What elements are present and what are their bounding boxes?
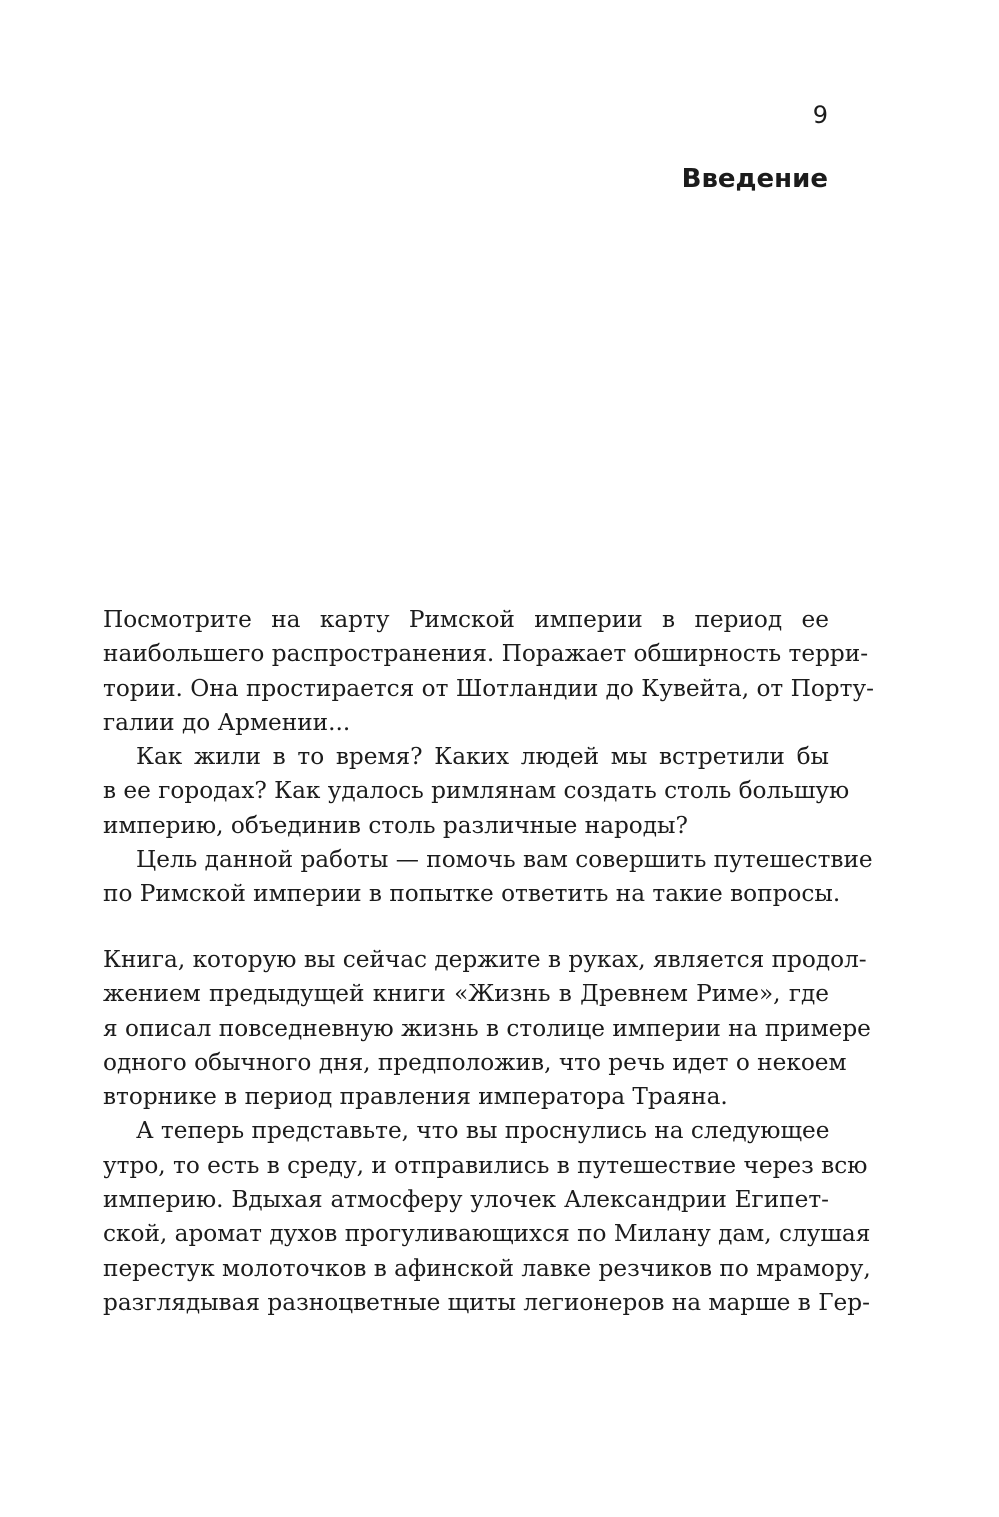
text-line: вторнике в период правления императора Траяна.: [103, 1083, 728, 1111]
text-line: империю, объединив столь различные народы?: [103, 811, 688, 839]
text-line: Посмотрите на карту Римской империи в период ее: [103, 606, 829, 633]
text-line: разглядывая разноцветные щиты легионеров на марше в Гер-: [103, 1288, 870, 1316]
text-line: одного обычного дня, предположив, что речь идет о некоем: [103, 1048, 847, 1076]
text-line: утро, то есть в среду, и отправились в путешествие через всю: [103, 1151, 868, 1179]
chapter-title: Введение: [681, 164, 828, 194]
paragraph: [103, 603, 874, 740]
paragraph: [103, 1114, 871, 1320]
text-line: империю. Вдыхая атмосферу улочек Александрии Египет-: [103, 1186, 829, 1214]
paragraph: [103, 740, 850, 843]
text-line: в ее городах? Как удалось римлянам создать столь большую: [103, 777, 850, 805]
text-line: я описал повседневную жизнь в столице империи на примере: [103, 1014, 871, 1042]
text-line: Книга, которую вы сейчас держите в руках, является продол-: [103, 946, 867, 973]
text-line: жением предыдущей книги «Жизнь в Древнем Риме», где: [103, 980, 829, 1008]
text-line: ской, аромат духов прогуливающихся по Милану дам, слушая: [103, 1220, 871, 1248]
text-line: Цель данной работы — помочь вам совершить путешествие: [136, 846, 873, 874]
text-line: по Римской империи в попытке ответить на такие вопросы.: [103, 880, 841, 908]
text-line: А теперь представьте, что вы проснулись на следующее: [136, 1117, 830, 1145]
text-line: наибольшего распространения. Поражает обширность терри-: [103, 640, 869, 668]
text-block-intro: [103, 603, 874, 912]
text-line: Как жили в то время? Каких людей мы встретили бы: [136, 743, 829, 771]
page-number: 9: [812, 101, 828, 129]
paragraph: [103, 943, 871, 1114]
text-line: тории. Она простирается от Шотландии до Кувейта, от Порту-: [103, 674, 874, 702]
text-line: галии до Армении...: [103, 708, 351, 736]
paragraph: [103, 843, 873, 912]
text-line: перестук молоточков в афинской лавке резчиков по мрамору,: [103, 1254, 871, 1282]
text-block-main: [103, 943, 871, 1320]
